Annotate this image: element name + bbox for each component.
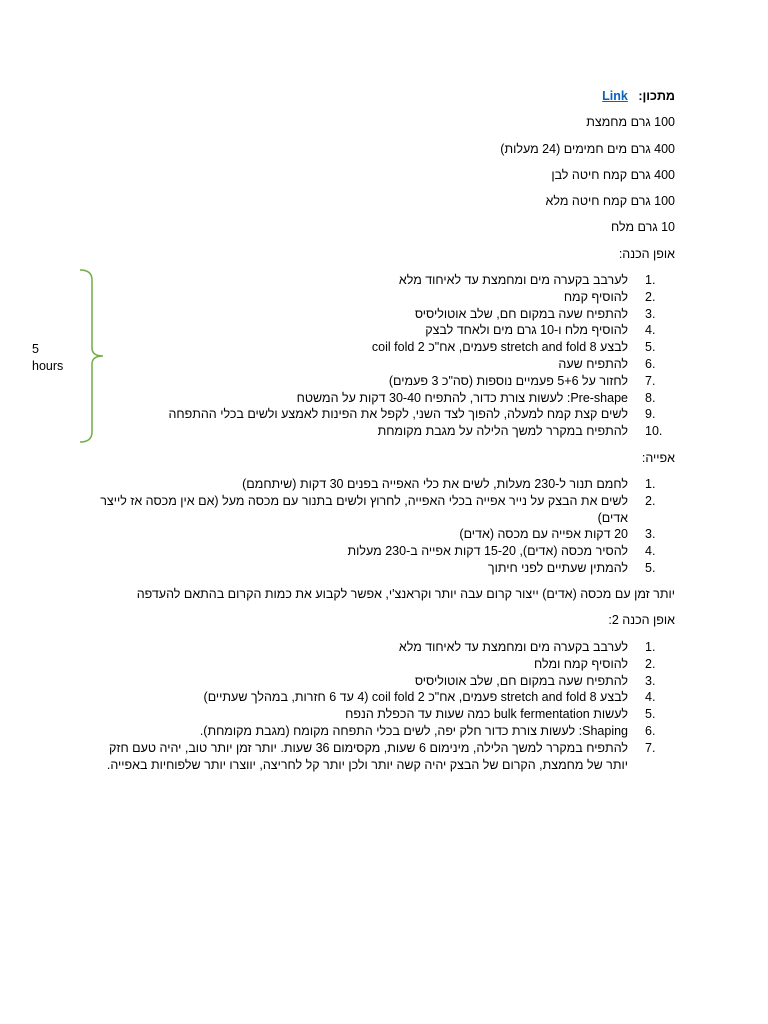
step-number: 4. [645, 323, 656, 338]
step-text: לחזור על 5+6 פעמיים נוספות (סה"כ 3 פעמים) [388, 373, 628, 388]
step-text: להתפיח במקרר למשך הלילה על מגבת מקומחת [377, 424, 628, 439]
recipe-link[interactable]: Link [602, 89, 628, 103]
list-item [95, 543, 675, 560]
ingredient-line: 400 גרם קמח חיטה לבן [551, 168, 675, 182]
step-text: 20 דקות אפייה עם מכסה (אדים) [459, 527, 628, 542]
bracket-label [32, 341, 63, 375]
step-number: 4. [645, 544, 656, 559]
ingredient-line: 10 גרם מלח [611, 220, 675, 234]
list-item [95, 706, 675, 723]
step-text: לשים את הבצק על נייר אפייה בכלי האפייה, לחרוץ ולשים בתנור עם מכסה מעל (אם אין מכסה אז לייצר אדים) [100, 493, 628, 525]
step-text: להוסיף מלח ו-10 גרם מים ולאחד לבצק [425, 323, 628, 338]
step-text: להתפיח שעה במקום חם, שלב אוטוליסיס [414, 306, 628, 321]
step-text: לבצע stretch and fold 8 פעמים, אח"כ coil fold 2 [371, 340, 628, 355]
list-item [115, 322, 675, 339]
list-item [115, 339, 675, 356]
list-item [95, 476, 675, 493]
bracket-label-unit: hours [32, 359, 64, 373]
step-text: להסיר מכסה (אדים), 15-20 דקות אפייה ב-230 מעלות [347, 544, 628, 559]
list-item [115, 406, 675, 423]
prep2-steps-list [95, 639, 675, 773]
step-text: להתפיח שעה [558, 356, 628, 371]
step-text: להתפיח שעה במקום חם, שלב אוטוליסיס [414, 673, 628, 688]
list-item [95, 689, 675, 706]
step-number: 5. [645, 707, 656, 722]
step-text: Pre-shape: לעשות צורת כדור, להתפיח 30-40 דקות על המשטח [296, 390, 628, 405]
step-text: להוסיף קמח [563, 289, 628, 304]
list-item [95, 740, 675, 774]
list-item [95, 493, 675, 527]
step-text: להמתין שעתיים לפני חיתוך [487, 560, 628, 575]
list-item [115, 289, 675, 306]
ingredient-line: 100 גרם מחמצת [586, 115, 675, 129]
ingredient-line: 100 גרם קמח חיטה מלא [545, 194, 675, 208]
step-text: Shaping: לעשות צורת כדור חלק יפה, לשים בכלי התפחה מקומח (מגבת מקומחת). [199, 723, 628, 738]
step-number: 4. [645, 690, 656, 705]
step-text: לבצע stretch and fold 8 פעמים, אח"כ coil fold 2 (4 עד 6 חזרות, במהלך שעתיים) [203, 690, 628, 705]
step-number: 8. [645, 390, 656, 405]
step-number: 1. [645, 477, 656, 491]
step-text: לחמם תנור ל-230 מעלות, לשים את כלי האפייה בפנים 30 דקות (שיתחמם) [242, 477, 628, 491]
prep2-heading: אופן הכנה 2: [608, 613, 675, 627]
step-number: 5. [645, 340, 656, 355]
step-text: לשים קצת קמח למעלה, להפוך לצד השני, לקפל את הפינות לאמצע ולשים בכלי ההתפחה [168, 407, 628, 422]
step-number: 3. [645, 306, 656, 321]
step-number: 6. [645, 356, 656, 371]
step-text: להתפיח במקרר למשך הלילה, מינימום 6 שעות, מקסימום 36 שעות. יותר זמן יותר טוב, יהיה טעם חזק יותר של מחמצת, הקרום של הבצק יהיה קשה יותר ולכן יותר קל לחריצה, יווצרו יותר שלפוחיות באפייה. [106, 740, 628, 772]
prep-heading: אופן הכנה: [618, 247, 675, 261]
step-number: 3. [645, 673, 656, 688]
list-item [95, 656, 675, 673]
list-item [115, 373, 675, 390]
bracket-path [80, 270, 103, 442]
step-text: לערבב בקערה מים ומחמצת עד לאיחוד מלא [398, 273, 628, 287]
step-number: 7. [645, 740, 656, 755]
step-number: 5. [645, 560, 656, 575]
step-text: להוסיף קמח ומלח [534, 656, 628, 671]
step-number: 1. [645, 273, 656, 287]
step-number: 1. [645, 640, 656, 654]
list-item [115, 423, 675, 440]
list-item [95, 526, 675, 543]
curly-bracket-annotation [76, 268, 106, 444]
step-number: 10. [645, 424, 663, 439]
list-item [95, 560, 675, 577]
list-item [115, 356, 675, 373]
prep-steps-list [115, 272, 675, 440]
list-item [95, 639, 675, 656]
step-number: 2. [645, 289, 656, 304]
bake-heading: אפייה: [641, 451, 675, 465]
list-item [95, 673, 675, 690]
list-item [115, 390, 675, 407]
list-item [115, 306, 675, 323]
step-text: לעשות bulk fermentation כמה שעות עד הכפלת הנפח [345, 707, 628, 722]
step-number: 2. [645, 656, 656, 671]
step-number: 7. [645, 373, 656, 388]
bracket-label-number: 5 [32, 342, 39, 356]
step-number: 9. [645, 407, 656, 422]
recipe-title-label: מתכון: [638, 89, 675, 103]
recipe-title-line [602, 88, 675, 105]
list-item [95, 723, 675, 740]
crust-note: יותר זמן עם מכסה (אדים) ייצור קרום עבה יותר וקראנצ'י, אפשר לקבוע את כמות הקרום בהתאם להעדפה [136, 587, 675, 601]
list-item [115, 272, 675, 289]
bake-steps-list [95, 476, 675, 577]
step-number: 3. [645, 527, 656, 542]
ingredient-line: 400 גרם מים חמימים (24 מעלות) [500, 142, 675, 156]
step-text: לערבב בקערה מים ומחמצת עד לאיחוד מלא [398, 640, 628, 654]
step-number: 2. [645, 493, 656, 508]
step-number: 6. [645, 723, 656, 738]
